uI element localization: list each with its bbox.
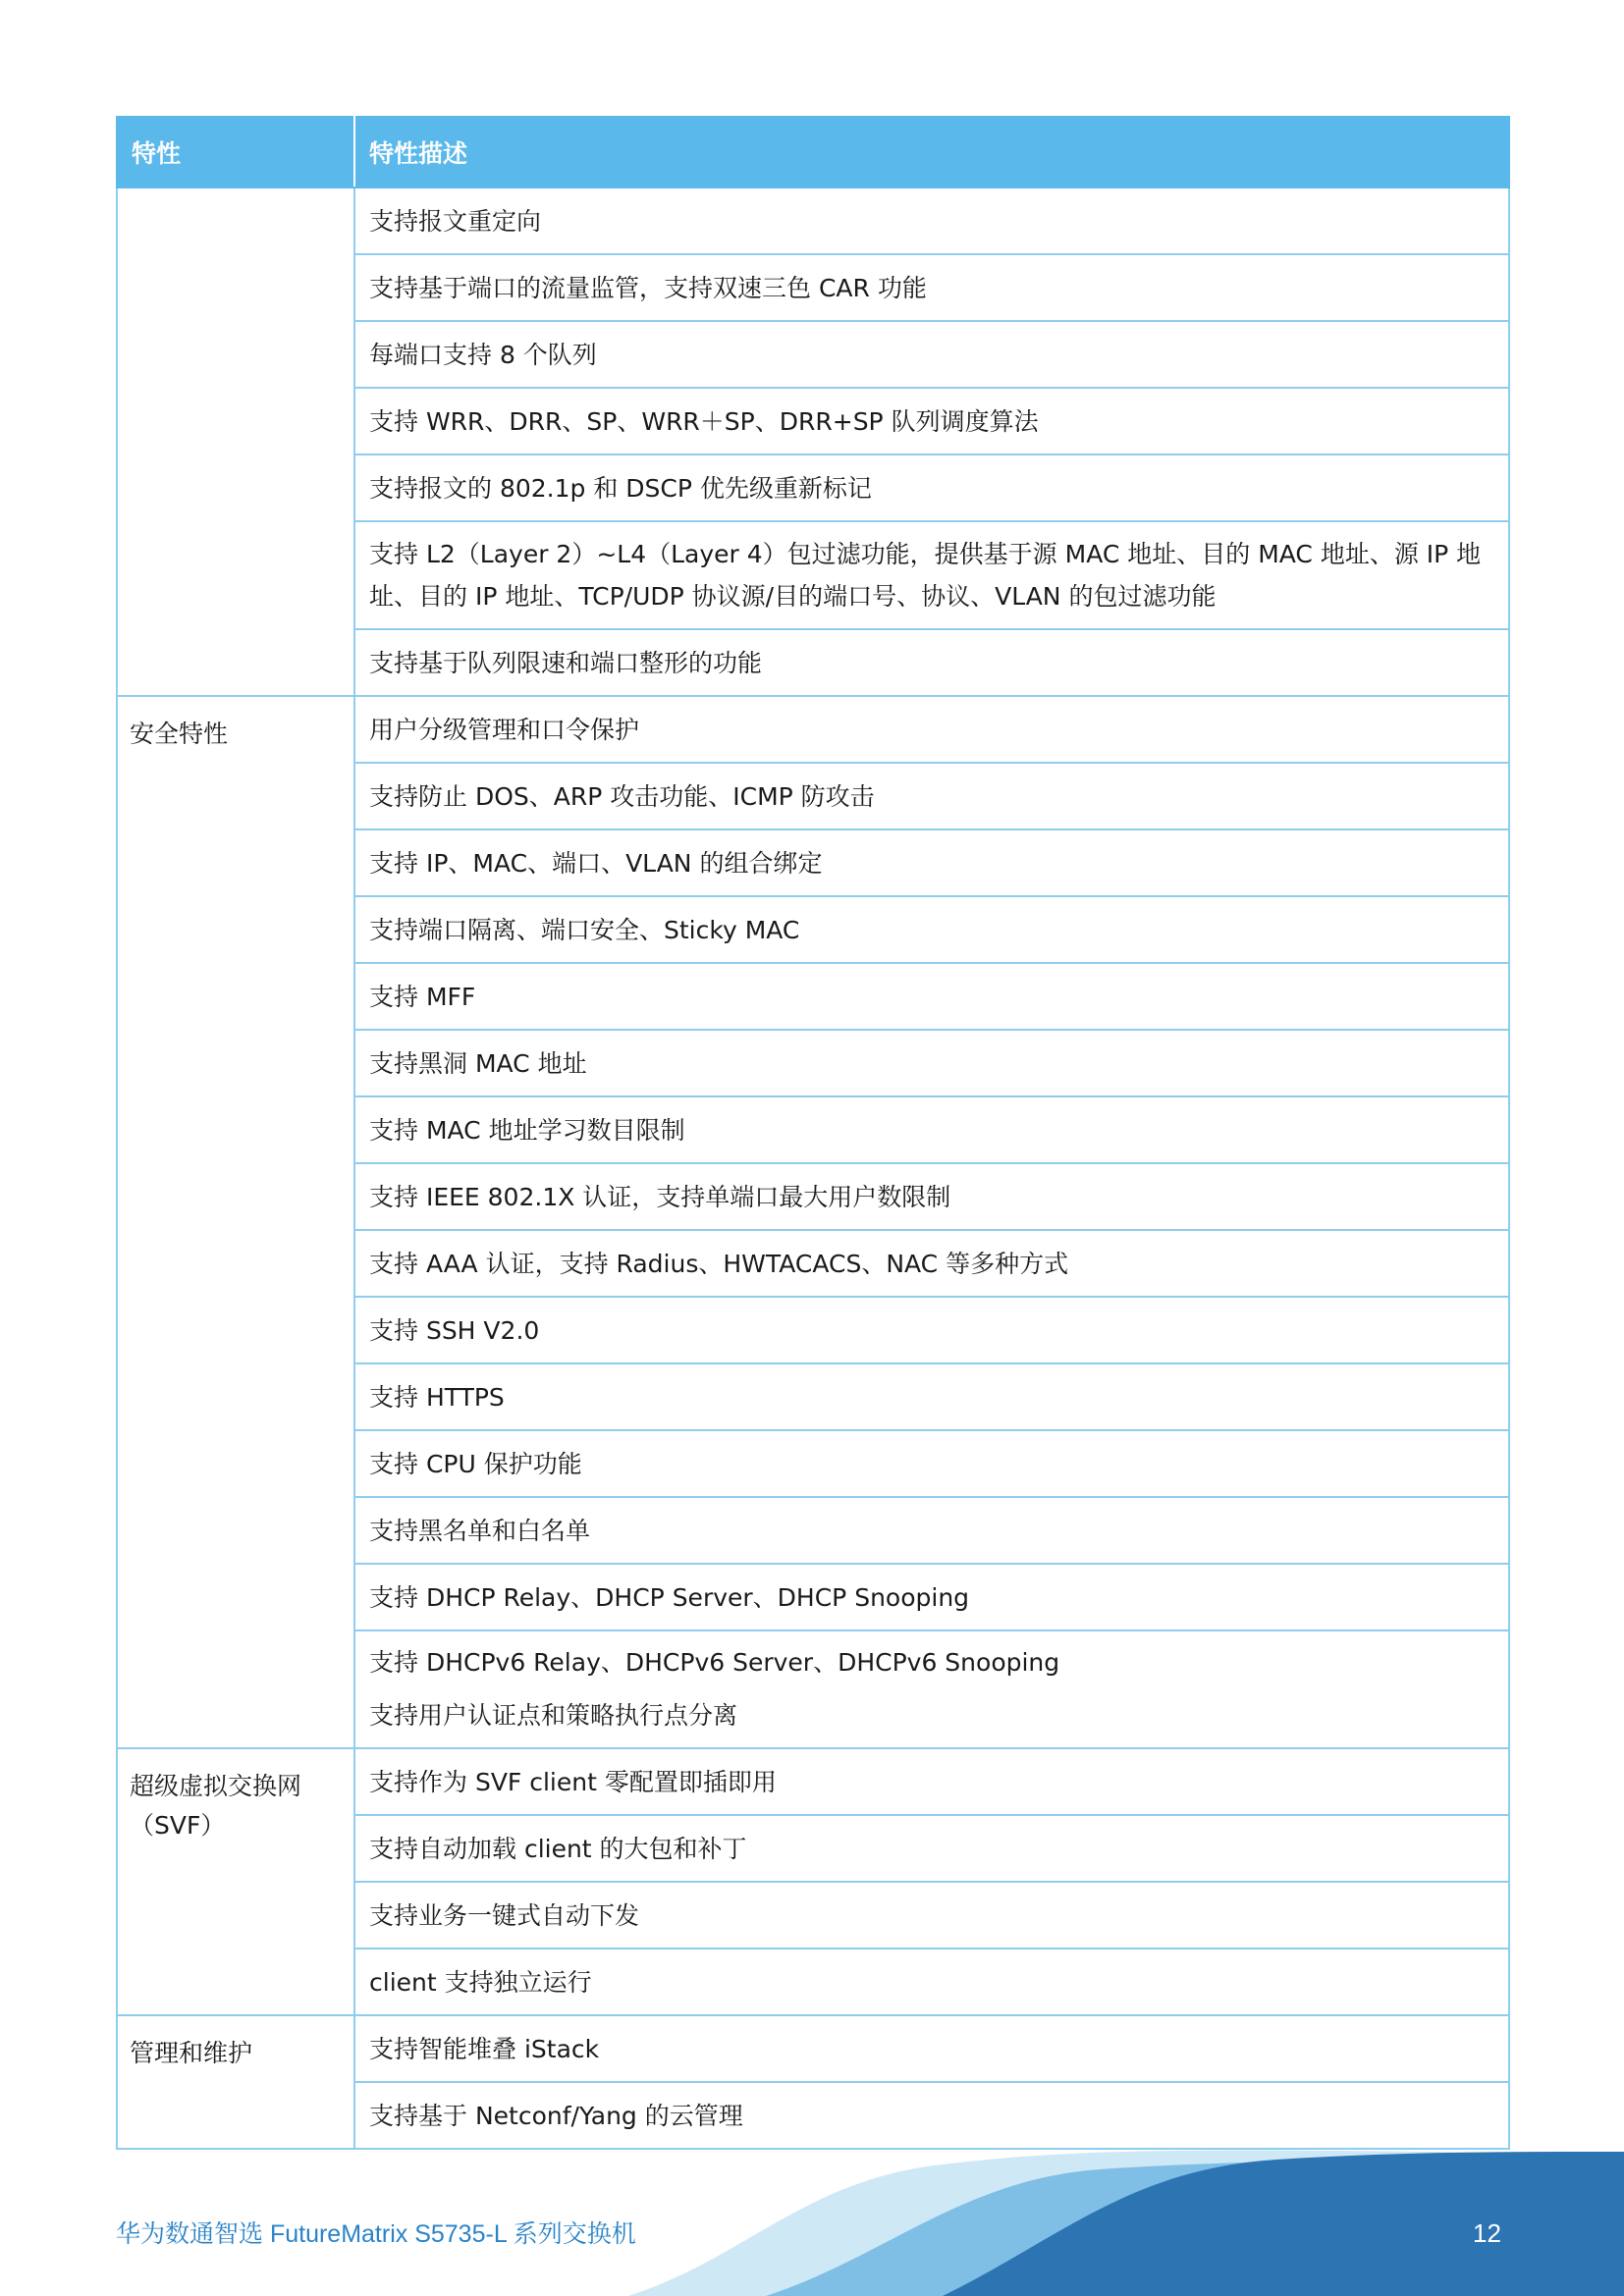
feature-cell: 超级虚拟交换网 （SVF） xyxy=(117,1748,354,2015)
description-line: 支持 DHCPv6 Relay、DHCPv6 Server、DHCPv6 Snooping xyxy=(369,1648,1060,1677)
feature-cell: 安全特性 xyxy=(117,696,354,1748)
feature-cell: 管理和维护 xyxy=(117,2015,354,2149)
description-line: 支持基于端口的流量监管，支持双速三色 CAR 功能 xyxy=(369,273,927,302)
description-line: 支持 DHCP Relay、DHCP Server、DHCP Snooping xyxy=(369,1582,970,1612)
description-line: 支持报文的 802.1p 和 DSCP 优先级重新标记 xyxy=(369,473,872,503)
description-cell xyxy=(354,1430,1509,1497)
description-cell xyxy=(354,829,1509,896)
table-body xyxy=(117,187,1509,2149)
description-line: 支持自动加载 client 的大包和补丁 xyxy=(369,1834,747,1863)
description-cell xyxy=(354,629,1509,696)
header-description: 特性描述 xyxy=(354,117,1509,187)
description-line: 支持黑名单和白名单 xyxy=(369,1516,591,1545)
table-row xyxy=(117,187,1509,254)
description-cell xyxy=(354,1748,1509,1815)
description-line: 支持防止 DOS、ARP 攻击功能、ICMP 防攻击 xyxy=(369,781,875,811)
description-line: 支持 MFF xyxy=(369,982,476,1011)
description-line: 支持 SSH V2.0 xyxy=(369,1315,540,1345)
description-cell xyxy=(354,454,1509,521)
description-cell xyxy=(354,2015,1509,2082)
description-line: 支持 MAC 地址学习数目限制 xyxy=(369,1115,685,1145)
footer-product-name: 华为数通智选 FutureMatrix S5735-L 系列交换机 xyxy=(116,2220,636,2248)
description-cell xyxy=(354,696,1509,763)
page-number: 12 xyxy=(1473,2218,1501,2248)
description-cell xyxy=(354,1630,1509,1748)
description-line: 支持用户认证点和策略执行点分离 xyxy=(369,1701,738,1730)
feature-cell xyxy=(117,187,354,696)
description-cell xyxy=(354,1815,1509,1882)
description-line: 支持 IP、MAC、端口、VLAN 的组合绑定 xyxy=(369,848,823,878)
description-line: 支持报文重定向 xyxy=(369,206,542,236)
description-line: 支持作为 SVF client 零配置即插即用 xyxy=(369,1767,777,1796)
description-line: 支持 AAA 认证，支持 Radius、HWTACACS、NAC 等多种方式 xyxy=(369,1249,1069,1278)
description-line: 每端口支持 8 个队列 xyxy=(369,340,597,369)
description-cell xyxy=(354,1363,1509,1430)
description-cell xyxy=(354,1949,1509,2015)
description-line: 支持黑洞 MAC 地址 xyxy=(369,1048,587,1078)
description-line: 用户分级管理和口令保护 xyxy=(369,715,640,744)
description-line: 支持 WRR、DRR、SP、WRR＋SP、DRR+SP 队列调度算法 xyxy=(369,406,1039,436)
description-cell xyxy=(354,763,1509,829)
table-row xyxy=(117,696,1509,763)
table-row xyxy=(117,1748,1509,1815)
description-line: client 支持独立运行 xyxy=(369,1967,592,1997)
description-line: 支持 L2（Layer 2）~L4（Layer 4）包过滤功能，提供基于源 MAC 地址、目的 MAC 地址、源 IP 地 xyxy=(369,540,1482,568)
description-cell xyxy=(354,1030,1509,1096)
table-row xyxy=(117,2015,1509,2082)
description-cell xyxy=(354,1096,1509,1163)
description-cell xyxy=(354,896,1509,963)
description-line: 支持业务一键式自动下发 xyxy=(369,1900,640,1930)
description-line: 支持基于队列限速和端口整形的功能 xyxy=(369,648,763,677)
header-feature: 特性 xyxy=(117,117,354,187)
description-cell xyxy=(354,1497,1509,1564)
description-cell xyxy=(354,1297,1509,1363)
description-line: 支持 CPU 保护功能 xyxy=(369,1449,582,1478)
table-header-row xyxy=(117,117,1509,187)
description-cell xyxy=(354,1230,1509,1297)
description-cell xyxy=(354,321,1509,388)
description-cell xyxy=(354,521,1509,629)
spec-table xyxy=(116,116,1510,2150)
description-cell xyxy=(354,1882,1509,1949)
description-line: 支持基于 Netconf/Yang 的云管理 xyxy=(369,2101,743,2130)
description-line: 支持 IEEE 802.1X 认证，支持单端口最大用户数限制 xyxy=(369,1182,951,1211)
description-line: 支持 HTTPS xyxy=(369,1382,505,1412)
description-cell xyxy=(354,388,1509,454)
description-line: 支持端口隔离、端口安全、Sticky MAC xyxy=(369,915,800,944)
description-cell xyxy=(354,963,1509,1030)
description-line: 址、目的 IP 地址、TCP/UDP 协议源/目的端口号、协议、VLAN 的包过滤功能 xyxy=(369,582,1217,611)
description-cell xyxy=(354,2082,1509,2149)
description-cell xyxy=(354,1564,1509,1630)
description-cell xyxy=(354,187,1509,254)
description-cell xyxy=(354,1163,1509,1230)
description-line: 支持智能堆叠 iStack xyxy=(369,2034,600,2063)
description-cell xyxy=(354,254,1509,321)
